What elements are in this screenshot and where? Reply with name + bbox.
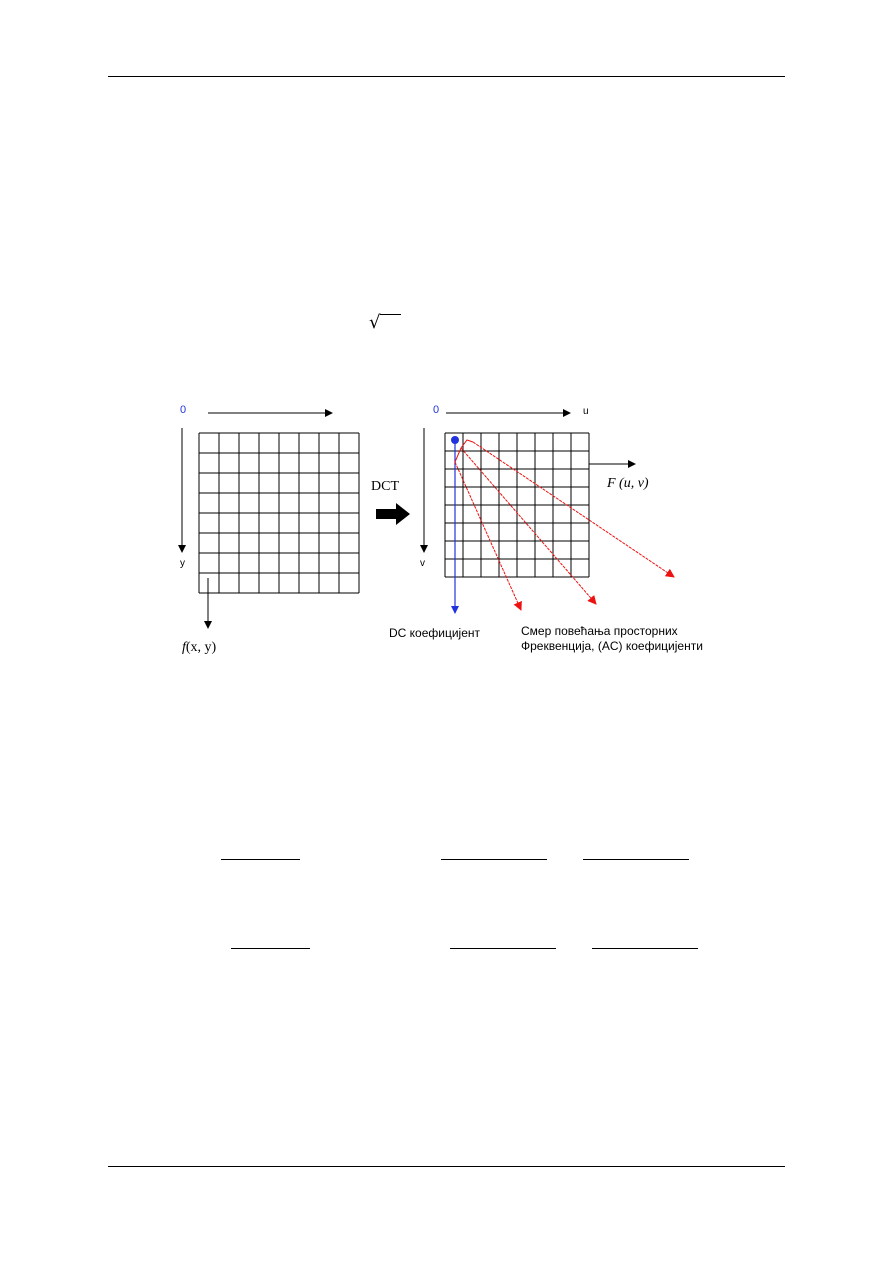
function-label-f: f (182, 640, 186, 655)
ac-direction-arrow-3 (473, 442, 674, 577)
dc-coefficient-label: DC коефицијент (389, 626, 481, 640)
left-origin-label: 0 (180, 404, 187, 416)
function-label (182, 640, 216, 656)
ac-coefficients-label-line1: Смер повећања просторних (521, 624, 678, 638)
right-origin-label: 0 (433, 404, 440, 416)
fraction-bar-1 (221, 859, 300, 860)
sqrt-overline (380, 314, 401, 315)
fraction-bar-5 (450, 948, 556, 949)
left-y-axis-label: y (180, 558, 185, 569)
fraction-bar-2 (441, 859, 547, 860)
header-rule (108, 76, 785, 77)
ac-coefficients-label-line2: Фреквенција, (AC) коефицијенти (521, 639, 703, 653)
function-label-args: (x, y) (185, 640, 217, 655)
fraction-bar-4 (231, 948, 310, 949)
footer-rule (108, 1166, 785, 1167)
dct-block-arrow (376, 503, 410, 525)
dct-figure (177, 398, 707, 665)
spatial-grid (199, 433, 359, 593)
dct-label: DCT (371, 479, 399, 494)
sqrt-symbol: √ (369, 312, 381, 333)
output-function-label: F (u, v) (607, 476, 649, 491)
fraction-bar-6 (592, 948, 698, 949)
u-axis-label: u (583, 406, 589, 417)
fraction-bar-3 (583, 859, 689, 860)
v-axis-label: v (420, 558, 425, 569)
ac-direction-arrow-1 (455, 462, 521, 610)
